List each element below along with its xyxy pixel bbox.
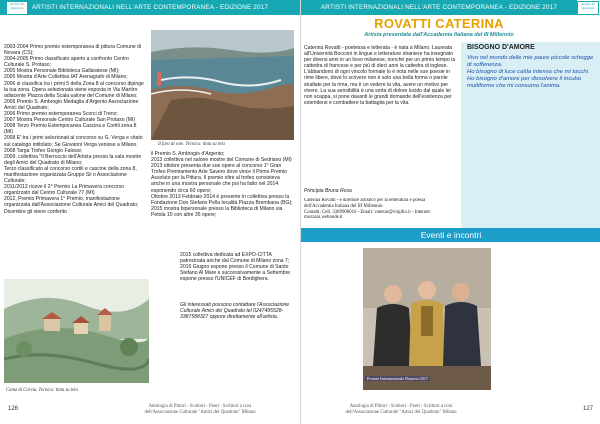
contact-text: Caterina Rovatti - è direttore artistico per la letteratura e poesia dell'Accademia Italiana del III Millennio. Contatti: Cell. 3389906016 - Email: vanetar@virgilio.it - Internet: mozzani.webnode.it (304, 198, 432, 221)
sea-painting-caption: Il faro di sole. Tecnica: tinta su tela (158, 142, 225, 147)
village-painting-caption: Cama di Corvia. Tecnica: tinta su tela (6, 388, 78, 393)
artist-subtitle: Artista presentata dall'Accademia Italiana del III Millennio (364, 32, 514, 38)
village-painting (4, 279, 149, 383)
left-footer: Antologia di Pittori - Scultori - Poeti - Scrittori a cura dell'Associazione Culturale "Amici del Quadrato" Milano (144, 404, 256, 415)
contact-note: Gli interessati possono contattare l'Associazione Culturale Amici del Quadrato tel 0247495528-3387588327 oppure direttamente all'artista. (180, 302, 290, 321)
artist-title: ROVATTI CATERINA (374, 16, 504, 31)
left-column1-text: 2003-2004 Primo premio estemporanea di pittura Comune di Novara (CS); 2004-2005 Primo classificato aperto a confronto Centro Culturale S. Protaso; 2005 Mostra Personale Biblioteca Gallaratese (MI); 2005 Mostra d'Arte Collettiva IAT Arenagrafo di Milano; 2006 si classifica tra i primi 5 della Zona 8 al concorso dipinge la tua zona. Opera selezionata viene esposta in Via Martiro adiacente Piazza della Scala salone del Comune di Milano; 2006 Premio S. Ambrogio Medaglia d'Argento Associazione Amici del Quadrato; 2006 Primo premio estemporanea Scorci di Treno; 2007 Mostra Personale Centro Culturale San Protaso (MI) 2008 Terzo Premio Estemporanea Cascina e Cortili zona 8 (MI) 2008 E' tra i primi selezionati al concorso su G. Verga e citato sul catalogo intitolato: Se Giovanni Verga venisse a Milano. 2008 Targa Trofeo Giorgio Falossi; 2009, collettiva "Il Berruccio dell'Artista presso la sala mostre degli Amici del Quadrato di Milano; Terzo classificato al concorso cortili e cascine della zona 8, manifestazione organizzata Gruppo Sii o Associazione Culturale; 2011/2012 riceve il 2° Premio La Primavera concorso organizzato dal Centro Culturale 77 (MI) 2012, Premio Primavera 1° Premio, manifestazione organizzata dall'Associazione Culturale Amici del Quadrato; Dicembre gli viene conferito (4, 44, 144, 215)
left-banner: ARTISTI INTERNAZIONALI NELL'ARTE CONTEMPORANEA - EDIZIONE 2017 (0, 0, 300, 15)
right-logo: Artisti del Quadrato (577, 1, 599, 15)
left-column2-text: il Premio S. Ambrogio d'Argento; 2013 collettiva nel salone mostre del Comune di Sedriano (MI) 2013 ottobre presenta due sue opere al concorso 1° Gran Trofeo Premiamento Arte Savero dove vince il Primo Premio Assoluto per la Pittura. Il premio oltre al trofeo consisteva anche in una mostra personale che poi ha fatto nel 2014 esponendo circa 60 opere; Ottobre 2013 Febbraio 2014 è presente in collettiva presso la Fondazione Don Stefano Pella località Piazza Brembana (BG); 2015 mostra bipersonale presso la Biblioteca di Milano via Petola 10 con altre 35 opere; (151, 151, 293, 218)
right-page-number: 127 (582, 406, 593, 412)
poem-title: BISOGNO D'AMORE (467, 44, 535, 51)
left-column2b-text: 2015 collettiva dedicata ad EXPO-CITTA patrocinata anche dal Comune di Milano zona 7; 2016 Giugno espone presso il Comune di Santo Stefano Al Mare e successivamente a Settembre espone presso l'UNICEF di Bordighera. (180, 252, 291, 283)
sea-painting (151, 30, 294, 140)
left-page-number: 126 (8, 406, 19, 412)
event-photo (363, 248, 491, 390)
bio-signature: Principia Bruna Rosa (304, 188, 352, 194)
left-logo: Artisti del Quadrato (6, 1, 28, 15)
bio-text: Caterina Rovatti - poetessa e letterata - è nata a Milano. Laureata all'Università Bocconi in lingue e letterature straniere ha insegnato per diversi anni in un liceo milanese, nonché per un primo tempo la cattedra di francese e per più di dieci anni la cattedra di inglese. L'abbandono di ogni vincolo formale lo è nota nelle sue poesie in rime libere, dove lo scrivere non è solo una bella forma o parole studiate per la rima, ma è un vedere la vita, avere un motivo per vivere. La sua sensibilità è una sorta di dolore lucido dal quale lei non scappa, si pone davanti le grandi domande dell'esistenza per estendersi e combattere la battaglia per la vita. (304, 45, 456, 106)
right-footer: Antologia di Pittori - Scultori - Poeti - Scrittori a cura dell'Associazione Culturale "Amici del Quadrato" Milano (345, 404, 457, 415)
village-painting-art (4, 279, 149, 383)
events-heading: Eventi e incontri (301, 228, 600, 242)
right-banner: ARTISTI INTERNAZIONALI NELL'ARTE CONTEMPORANEA - EDIZIONE 2017 (301, 0, 577, 15)
poem-text: Vivo nel mondo delle mie paure piccole schegge di sofferenza. Ho bisogno di luce calda intensa che mi tocchi. Ho bisogno d'amore per dissolvere il incubo multiforme che mi consuma l'anima. (467, 55, 594, 89)
sea-painting-art (151, 30, 294, 140)
right-page (300, 0, 600, 424)
event-banner-text: Premio Internazionale Bonzesi 2017 (367, 376, 429, 381)
event-photo-art (363, 248, 491, 390)
